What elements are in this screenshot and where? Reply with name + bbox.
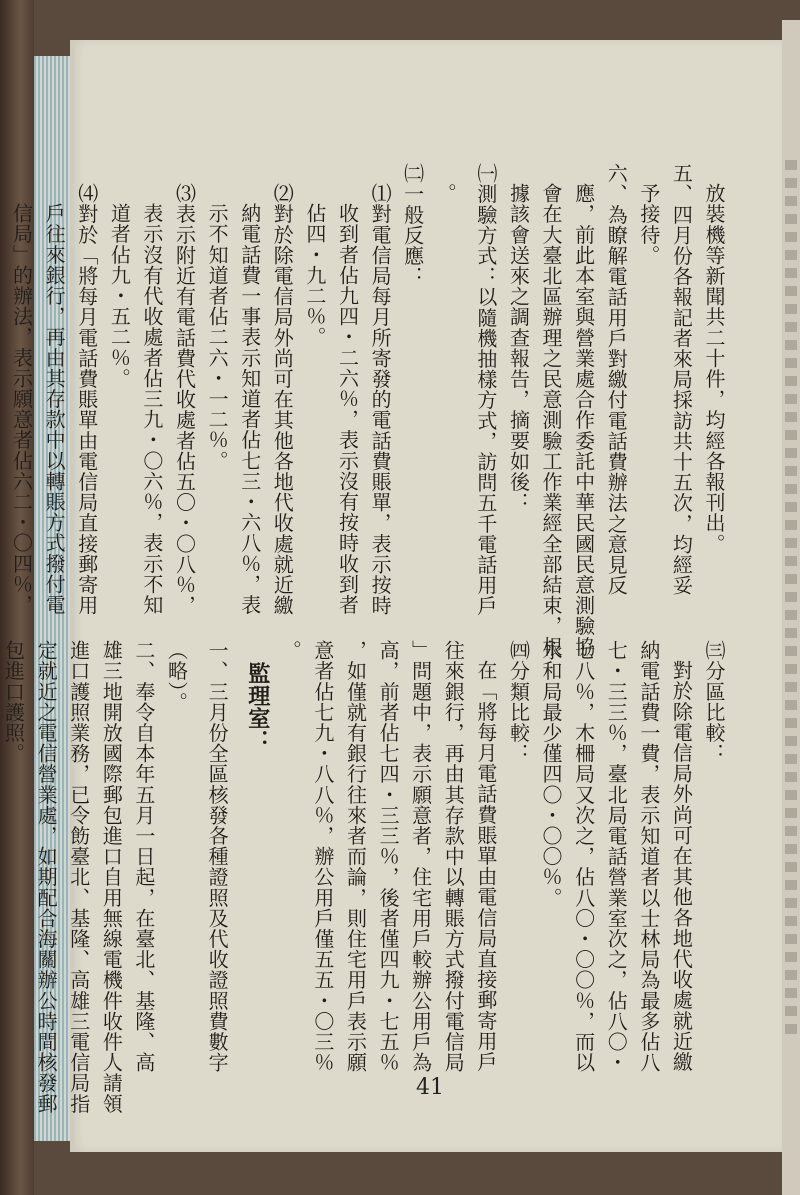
text-line: （略）。 [164,640,189,713]
upper-text-block [9,163,730,657]
text-line: ⑴對電信局每月所寄發的電話費賬單，表示按時 [368,183,393,616]
text-line: 予接待。 [636,183,661,266]
text-line: ⑶表示附近有電話費代收處者佔五〇・〇八％， [172,183,197,616]
text-line: 示不知道者佔二六・一二％。 [205,203,230,471]
text-line: 應，前此本室與營業處合作委託中華民國民意測驗協 [571,183,596,657]
text-line: 包進口護照。 [1,640,26,764]
text-line: 」問題中，表示願意者，住宅用戶較辦公用戶為 [408,640,433,1073]
text-line: 在「將每月電話費賬單由電信局直接郵寄用戶 [473,660,498,1072]
text-line: 佔四・九二％。 [302,203,327,348]
text-line: ㈠測驗方式：以隨機抽樣方式，訪問五千電話用戶 [473,163,498,617]
text-line: 表示沒有代收處者佔三九・〇六％，表示不知 [139,203,164,615]
text-line: 定就近之電信營業處，如期配合海關辦公時間核發郵 [34,640,59,1114]
text-line: 往來銀行，再由其存款中以轉賬方式撥付電信局 [441,640,466,1073]
facing-page-text-traces [785,160,797,1040]
page-number: 41 [416,1075,444,1100]
text-line: 對於除電信局外尚可在其他各地代收處就近繳 [669,660,694,1072]
text-line: 意者佔七九・八八％，辦公用戶僅五五・〇三％ [310,640,335,1073]
text-line: 。 [278,640,303,661]
text-line: 七・三三％，臺北局電話營業室次之，佔八〇・ [604,640,629,1073]
text-line: 。 [433,183,458,204]
text-line: ，如僅就有銀行往來者而論，則住宅用戶表示願 [343,640,368,1073]
text-line: ⑵對於除電信局外尚可在其他各地代收處就近繳 [270,183,295,616]
text-line: 戶往來銀行，再由其存款中以轉賬方式撥付電 [42,203,67,615]
text-line: 收到者佔九四・二六％，表示沒有按時收到者 [335,203,360,615]
text-line: 一、三月份全區核發各種證照及代收證照費數字 [205,640,230,1073]
text-line: 納電話費一事表示知道者佔七三・六八％，表 [237,203,262,615]
text-line: 永和局最少僅四〇・〇〇％。 [539,640,564,908]
text-line: 五、四月份各報記者來局採訪共十五次，均經妥 [669,163,694,596]
text-line: 會在大臺北區辦理之民意測驗工作業經全部結束，根 [539,183,564,657]
text-line: 道者佔九・五二％。 [107,203,132,389]
text-line: 六、為瞭解電話用戶對繳付電話費辦法之意見反 [604,163,629,596]
text-line: 二、奉令自本年五月一日起，在臺北、基隆、高 [131,640,156,1073]
text-line: 放裝機等新聞共二十件，均經各報刊出。 [702,183,726,554]
text-line: ㈣分類比較： [506,640,531,764]
text-line: 信局」的辦法，表示願意者佔六二・〇四％， [9,203,34,615]
text-line: ⑷對於「將每月電話費賬單由電信局直接郵寄用 [74,183,99,616]
section-heading: 監理室： [244,662,271,753]
text-line: 高，前者佔七四・三三％，後者僅四九・七五％ [376,640,401,1073]
text-line: 納電話費一費，表示知道者以士林局為最多佔八 [636,640,661,1073]
text-line: 據該會送來之調查報告，摘要如後： [506,183,531,513]
text-line: 七八％，木柵局又次之，佔八〇・〇〇％，而以 [571,640,596,1073]
text-line: ㈢分區比較： [702,640,726,764]
text-line: 雄三地開放國際郵包進口自用無線電機件收件人請領 [99,640,124,1114]
text-line: ㈡一般反應： [400,163,425,287]
text-line: 進口護照業務，已令飭臺北、基隆、高雄三電信局指 [66,640,91,1114]
